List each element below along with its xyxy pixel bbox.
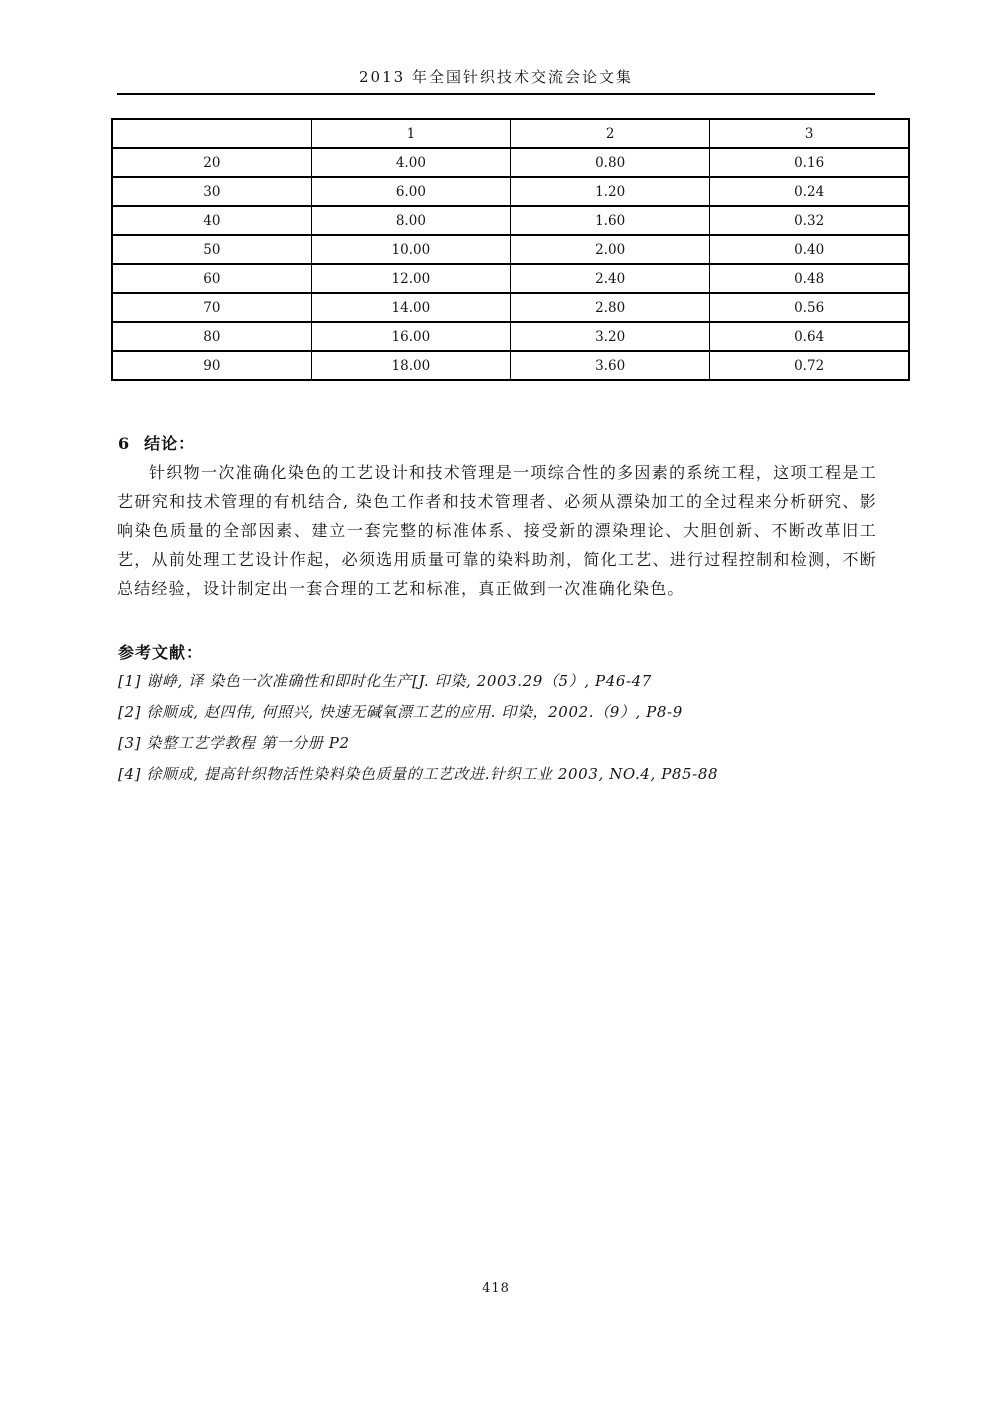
table-row [112,293,909,322]
table-cell: 90 [112,351,311,380]
table-cell: 0.56 [710,293,909,322]
table-cell: 4.00 [311,148,510,177]
table-cell: 2.40 [511,264,710,293]
table-cell: 0.24 [710,177,909,206]
table-body [112,148,909,380]
table-row [112,322,909,351]
dye-dosage-table [111,118,910,381]
conclusion-paragraph: 针织物一次准确化染色的工艺设计和技术管理是一项综合性的多因素的系统工程，这项工程是工艺研究和技术管理的有机结合, 染色工作者和技术管理者、必须从漂染加工的全过程来分析研究、影响染色质量的全部因素、建立一套完整的标准体系、接受新的漂染理论、大胆创新、不断改革旧工艺，从前处理工艺设计作起，必须选用质量可靠的染料助剂，简化工艺、进行过程控制和检测，不断总结经验，设计制定出一套合理的工艺和标准，真正做到一次准确化染色。 [117,463,877,598]
table-cell: 14.00 [311,293,510,322]
table-row [112,351,909,380]
table-cell: 16.00 [311,322,510,351]
proceedings-title: 2013 年全国针织技术交流会论文集 [359,68,633,86]
table-row [112,206,909,235]
table-cell: 60 [112,264,311,293]
table-cell: 40 [112,206,311,235]
table-cell: 12.00 [311,264,510,293]
table-cell: 20 [112,148,311,177]
table-cell: 0.40 [710,235,909,264]
table-column-header: 3 [710,119,909,148]
table-cell: 0.64 [710,322,909,351]
table-row [112,264,909,293]
table-row [112,177,909,206]
table-cell: 80 [112,322,311,351]
table-cell: 8.00 [311,206,510,235]
reference-item: [3] 染整工艺学教程 第一分册 P2 [118,734,350,752]
table-cell: 6.00 [311,177,510,206]
references-heading: 参考文献： [118,643,204,662]
header-rule [117,93,875,95]
table-cell: 2.80 [511,293,710,322]
table-row [112,235,909,264]
table-cell: 50 [112,235,311,264]
table-cell: 2.00 [511,235,710,264]
table-cell: 0.80 [511,148,710,177]
page-number: 418 [482,1281,510,1296]
reference-item: [4] 徐顺成, 提高针织物活性染料染色质量的工艺改进.针织工业 2003, NO.4, P85-88 [118,765,719,783]
table-cell: 1.60 [511,206,710,235]
table-cell: 0.32 [710,206,909,235]
table-row [112,148,909,177]
table-cell: 10.00 [311,235,510,264]
reference-item: [1] 谢峥, 译 染色一次准确性和即时化生产[J. 印染, 2003.29（5）, P46-47 [118,672,652,690]
table-cell: 3.60 [511,351,710,380]
table-cell: 0.16 [710,148,909,177]
table-column-header: 1 [311,119,510,148]
table-cell: 3.20 [511,322,710,351]
reference-list [118,666,908,790]
table-cell: 30 [112,177,311,206]
table-column-header [112,119,311,148]
table-column-header: 2 [511,119,710,148]
table-cell: 0.72 [710,351,909,380]
conclusion-heading [118,431,195,454]
section-title: 结论： [144,434,196,453]
table-cell: 18.00 [311,351,510,380]
table-cell: 70 [112,293,311,322]
table-cell: 1.20 [511,177,710,206]
reference-item: [2] 徐顺成, 赵四伟, 何照兴, 快速无碱氧漂工艺的应用. 印染，2002.（9）, P8-9 [118,703,683,721]
table-cell: 0.48 [710,264,909,293]
section-number: 6 [118,434,131,453]
table-header-row [112,119,909,148]
